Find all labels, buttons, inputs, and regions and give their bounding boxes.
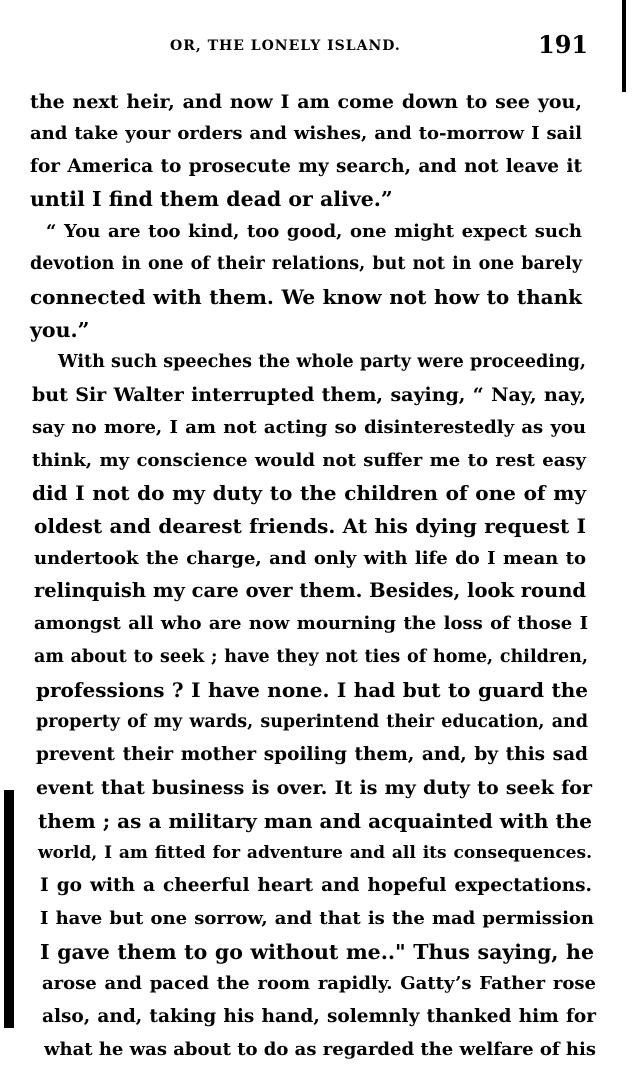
text-line: for America to prosecute my search, and not leave it <box>30 156 582 177</box>
text-line: and take your orders and wishes, and to-morrow I sail <box>30 123 582 144</box>
page-edge-mark-bottom <box>4 790 14 1028</box>
text-line: “ You are too kind, too good, one might expect such <box>46 221 582 242</box>
text-line: property of my wards, superintend their education, and <box>36 712 588 732</box>
text-line: what he was about to do as regarded the welfare of his <box>44 1039 596 1060</box>
text-line: event that business is over. It is my duty to seek for <box>36 777 592 799</box>
text-line: them ; as a military man and acquainted with the <box>38 809 592 833</box>
text-line: oldest and dearest friends. At his dying request I <box>34 514 586 538</box>
text-line: but Sir Walter interrupted them, saying, “ Nay, nay, <box>32 384 586 406</box>
running-head: OR, THE LONELY ISLAND. <box>170 38 401 54</box>
text-line: I gave them to go without me.." Thus saying, he <box>40 940 594 964</box>
page-number: 191 <box>538 30 589 59</box>
text-line: amongst all who are now mourning the loss of those I <box>34 613 588 634</box>
text-line: undertook the charge, and only with life do I mean to <box>34 548 586 569</box>
text-line: With such speeches the whole party were proceeding, <box>58 352 586 372</box>
text-line: devotion in one of their relations, but not in one barely <box>30 254 582 274</box>
text-line: am about to seek ; have they not ties of home, children, <box>34 647 588 667</box>
text-line: connected with them. We know not how to thank <box>30 285 582 309</box>
text-line: did I not do my duty to the children of one of my <box>32 481 586 505</box>
text-line: relinquish my care over them. Besides, look round <box>34 579 587 602</box>
text-line: the next heir, and now I am come down to see you, <box>30 91 582 113</box>
text-line: think, my conscience would not suffer me to rest easy <box>32 450 586 471</box>
text-line: prevent their mother spoiling them, and, by this sad <box>36 744 588 765</box>
text-line: I have but one sorrow, and that is the mad permission <box>40 908 594 929</box>
text-line: also, and, taking his hand, solemnly thanked him for <box>42 1006 596 1027</box>
text-line: world, I am fitted for adventure and all its consequences. <box>38 843 592 863</box>
page-edge-mark-top <box>622 0 626 92</box>
text-line: professions ? I have none. I had but to guard the <box>36 678 588 702</box>
text-line: arose and paced the room rapidly. Gatty’s Father rose <box>42 973 596 994</box>
text-line: you.” <box>30 318 90 342</box>
text-line: say no more, I am not acting so disinterestedly as you <box>32 417 586 438</box>
text-line: until I find them dead or alive.” <box>30 187 393 211</box>
text-line: I go with a cheerful heart and hopeful expectations. <box>40 875 592 896</box>
